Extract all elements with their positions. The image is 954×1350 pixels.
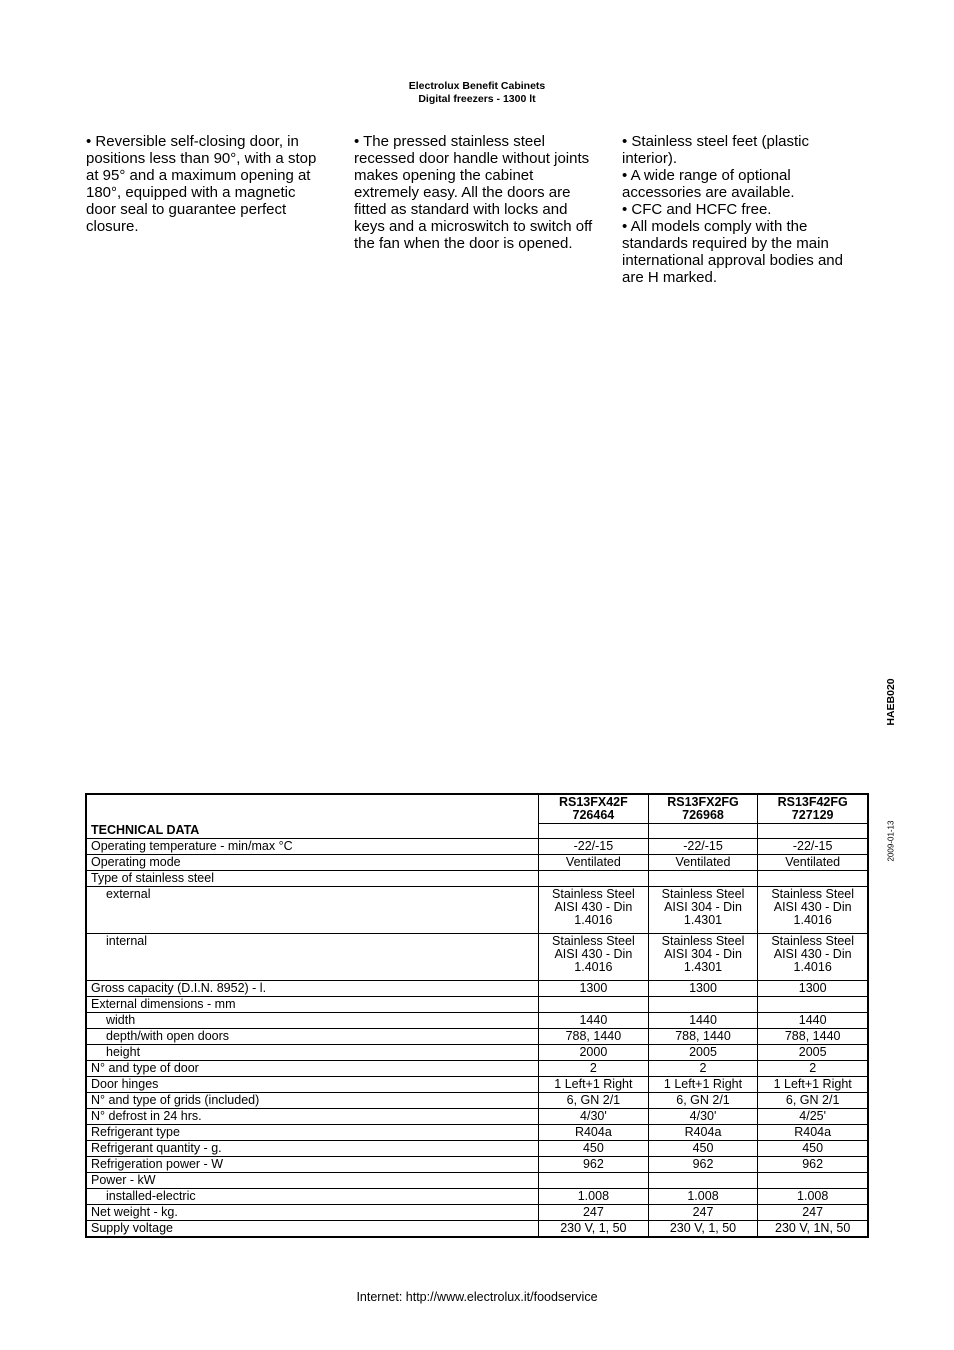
row-label: Type of stainless steel — [86, 871, 539, 887]
row-value: 788, 1440 — [758, 1029, 868, 1045]
value-line: 1.4016 — [793, 960, 832, 974]
table-row — [86, 997, 868, 1013]
feature-paragraph: • Reversible self-closing door, in positions less than 90°, with a stop at 95° and a maximum opening at 180°, equipped with a magnetic door seal to guarantee perfect closure. — [86, 133, 317, 235]
document-header — [0, 80, 954, 106]
row-value: R404a — [648, 1125, 758, 1141]
row-value: R404a — [539, 1125, 649, 1141]
value-line: Stainless Steel — [661, 934, 745, 948]
document-code — [878, 676, 904, 728]
row-value — [758, 997, 868, 1013]
row-value — [758, 1173, 868, 1189]
empty-cell — [648, 824, 758, 839]
row-value: 1.008 — [758, 1189, 868, 1205]
row-value: 1440 — [539, 1013, 649, 1029]
row-value: Ventilated — [648, 855, 758, 871]
row-value: 2 — [539, 1061, 649, 1077]
row-value — [648, 871, 758, 887]
row-label: N° and type of grids (included) — [86, 1093, 539, 1109]
row-value: 788, 1440 — [539, 1029, 649, 1045]
table-row — [86, 1029, 868, 1045]
table-row — [86, 1109, 868, 1125]
header-brand-line: Electrolux Benefit Cabinets — [408, 80, 546, 92]
row-value: 4/30' — [648, 1109, 758, 1125]
model-code: 726968 — [682, 808, 724, 822]
row-value — [539, 887, 649, 934]
feature-paragraph: • Stainless steel feet (plastic interior). — [622, 133, 810, 167]
table-row — [86, 1013, 868, 1029]
value-line: 1.4301 — [683, 960, 723, 974]
row-value — [539, 934, 649, 981]
row-value — [648, 997, 758, 1013]
table-row — [86, 1205, 868, 1221]
row-value: 788, 1440 — [648, 1029, 758, 1045]
row-value: 450 — [648, 1141, 758, 1157]
empty-cell — [758, 824, 868, 839]
technical-data-table — [85, 793, 869, 1238]
row-value: 962 — [758, 1157, 868, 1173]
row-label: external — [86, 887, 539, 934]
row-value — [758, 934, 868, 981]
row-value: 247 — [758, 1205, 868, 1221]
table-row — [86, 1093, 868, 1109]
model-header-row — [86, 794, 868, 824]
row-value: -22/-15 — [539, 839, 649, 855]
table-title: TECHNICAL DATA — [86, 794, 539, 839]
row-value: 1.008 — [539, 1189, 649, 1205]
table-row — [86, 871, 868, 887]
table-row — [86, 1061, 868, 1077]
feature-paragraph: • CFC and HCFC free. — [622, 201, 772, 218]
row-value — [539, 871, 649, 887]
feature-paragraph: • The pressed stainless steel recessed door handle without joints makes opening the cabinet extremely easy. All the doors are fitted as standard with locks and keys and a microswitch to switch off the fan when the door is opened. — [354, 133, 593, 252]
row-label: depth/with open doors — [86, 1029, 539, 1045]
row-value: 1 Left+1 Right — [758, 1077, 868, 1093]
value-line: 1.4016 — [793, 913, 832, 927]
row-value: 2000 — [539, 1045, 649, 1061]
value-line: AISI 430 - Din — [554, 947, 633, 961]
value-line: Stainless Steel — [552, 887, 635, 901]
table-row — [86, 855, 868, 871]
row-value: 4/25' — [758, 1109, 868, 1125]
table-row — [86, 1173, 868, 1189]
row-value: 230 V, 1, 50 — [539, 1221, 649, 1238]
value-line: Stainless Steel — [771, 934, 854, 948]
row-value — [648, 887, 758, 934]
row-value: 4/30' — [539, 1109, 649, 1125]
model-header-cell — [648, 794, 758, 824]
feature-column-3 — [622, 133, 862, 286]
feature-paragraph: • A wide range of optional accessories are available. — [622, 167, 795, 201]
row-value — [758, 871, 868, 887]
row-value: 1 Left+1 Right — [539, 1077, 649, 1093]
row-value: Ventilated — [539, 855, 649, 871]
row-label: installed-electric — [86, 1189, 539, 1205]
table-row — [86, 981, 868, 997]
footer-url: Internet: http://www.electrolux.it/foodservice — [356, 1290, 598, 1304]
row-value: -22/-15 — [648, 839, 758, 855]
row-value: 230 V, 1, 50 — [648, 1221, 758, 1238]
row-value — [539, 997, 649, 1013]
value-line: Stainless Steel — [552, 934, 635, 948]
row-label: N° defrost in 24 hrs. — [86, 1109, 539, 1125]
row-label: Operating temperature - min/max °C — [86, 839, 539, 855]
table-row — [86, 1189, 868, 1205]
row-value: -22/-15 — [758, 839, 868, 855]
table-row — [86, 1125, 868, 1141]
model-name: RS13FX42F — [558, 795, 628, 809]
model-name: RS13FX2FG — [667, 795, 739, 809]
row-label: Net weight - kg. — [86, 1205, 539, 1221]
row-label: Power - kW — [86, 1173, 539, 1189]
model-code: 726464 — [572, 808, 615, 822]
row-value: 1300 — [539, 981, 649, 997]
value-line: AISI 430 - Din — [773, 900, 852, 914]
row-value: Ventilated — [758, 855, 868, 871]
row-value: 1 Left+1 Right — [648, 1077, 758, 1093]
table-row — [86, 1077, 868, 1093]
row-label: N° and type of door — [86, 1061, 539, 1077]
row-value — [758, 887, 868, 934]
row-value: R404a — [758, 1125, 868, 1141]
row-value — [539, 1173, 649, 1189]
row-label: width — [86, 1013, 539, 1029]
document-date — [878, 816, 904, 866]
row-label: internal — [86, 934, 539, 981]
value-line: Stainless Steel — [771, 887, 854, 901]
table-row — [86, 1045, 868, 1061]
row-value: 2005 — [648, 1045, 758, 1061]
row-label: Gross capacity (D.I.N. 8952) - l. — [86, 981, 539, 997]
row-value: 450 — [758, 1141, 868, 1157]
row-label: height — [86, 1045, 539, 1061]
row-label: Door hinges — [86, 1077, 539, 1093]
model-code: 727129 — [791, 808, 834, 822]
feature-paragraph: • All models comply with the standards required by the main international approval bodies and are H marked. — [622, 218, 843, 286]
row-label: Operating mode — [86, 855, 539, 871]
table-row — [86, 1141, 868, 1157]
value-line: AISI 430 - Din — [773, 947, 852, 961]
document-code-text: HAEB020 — [885, 678, 897, 726]
model-name: RS13F42FG — [777, 795, 848, 809]
feature-column-1 — [86, 133, 326, 235]
table-row — [86, 934, 868, 981]
row-value: 247 — [539, 1205, 649, 1221]
value-line: AISI 430 - Din — [554, 900, 633, 914]
model-header-cell — [758, 794, 868, 824]
row-value: 962 — [539, 1157, 649, 1173]
row-label: Refrigeration power - W — [86, 1157, 539, 1173]
table-row — [86, 1221, 868, 1238]
row-value: 6, GN 2/1 — [539, 1093, 649, 1109]
row-value — [648, 934, 758, 981]
row-value: 1440 — [758, 1013, 868, 1029]
row-value: 450 — [539, 1141, 649, 1157]
feature-column-2 — [354, 133, 594, 252]
model-header-cell — [539, 794, 649, 824]
value-line: 1.4301 — [683, 913, 723, 927]
row-value: 230 V, 1N, 50 — [758, 1221, 868, 1238]
value-line: AISI 304 - Din — [664, 947, 742, 961]
table-row — [86, 839, 868, 855]
row-value: 2 — [648, 1061, 758, 1077]
row-value: 1440 — [648, 1013, 758, 1029]
empty-cell — [539, 824, 649, 839]
value-line: 1.4016 — [574, 960, 613, 974]
row-label: Supply voltage — [86, 1221, 539, 1238]
row-value: 247 — [648, 1205, 758, 1221]
value-line: Stainless Steel — [661, 887, 745, 901]
header-product-line: Digital freezers - 1300 lt — [418, 93, 536, 105]
value-line: AISI 304 - Din — [664, 900, 742, 914]
row-value: 6, GN 2/1 — [648, 1093, 758, 1109]
row-value: 2 — [758, 1061, 868, 1077]
row-label: Refrigerant type — [86, 1125, 539, 1141]
row-value: 1.008 — [648, 1189, 758, 1205]
row-value: 1300 — [648, 981, 758, 997]
row-label: Refrigerant quantity - g. — [86, 1141, 539, 1157]
document-date-text: 2009-01-13 — [886, 820, 896, 862]
row-value — [648, 1173, 758, 1189]
row-label: External dimensions - mm — [86, 997, 539, 1013]
row-value: 6, GN 2/1 — [758, 1093, 868, 1109]
value-line: 1.4016 — [574, 913, 613, 927]
table-row — [86, 887, 868, 934]
table-row — [86, 1157, 868, 1173]
row-value: 2005 — [758, 1045, 868, 1061]
row-value: 1300 — [758, 981, 868, 997]
row-value: 962 — [648, 1157, 758, 1173]
